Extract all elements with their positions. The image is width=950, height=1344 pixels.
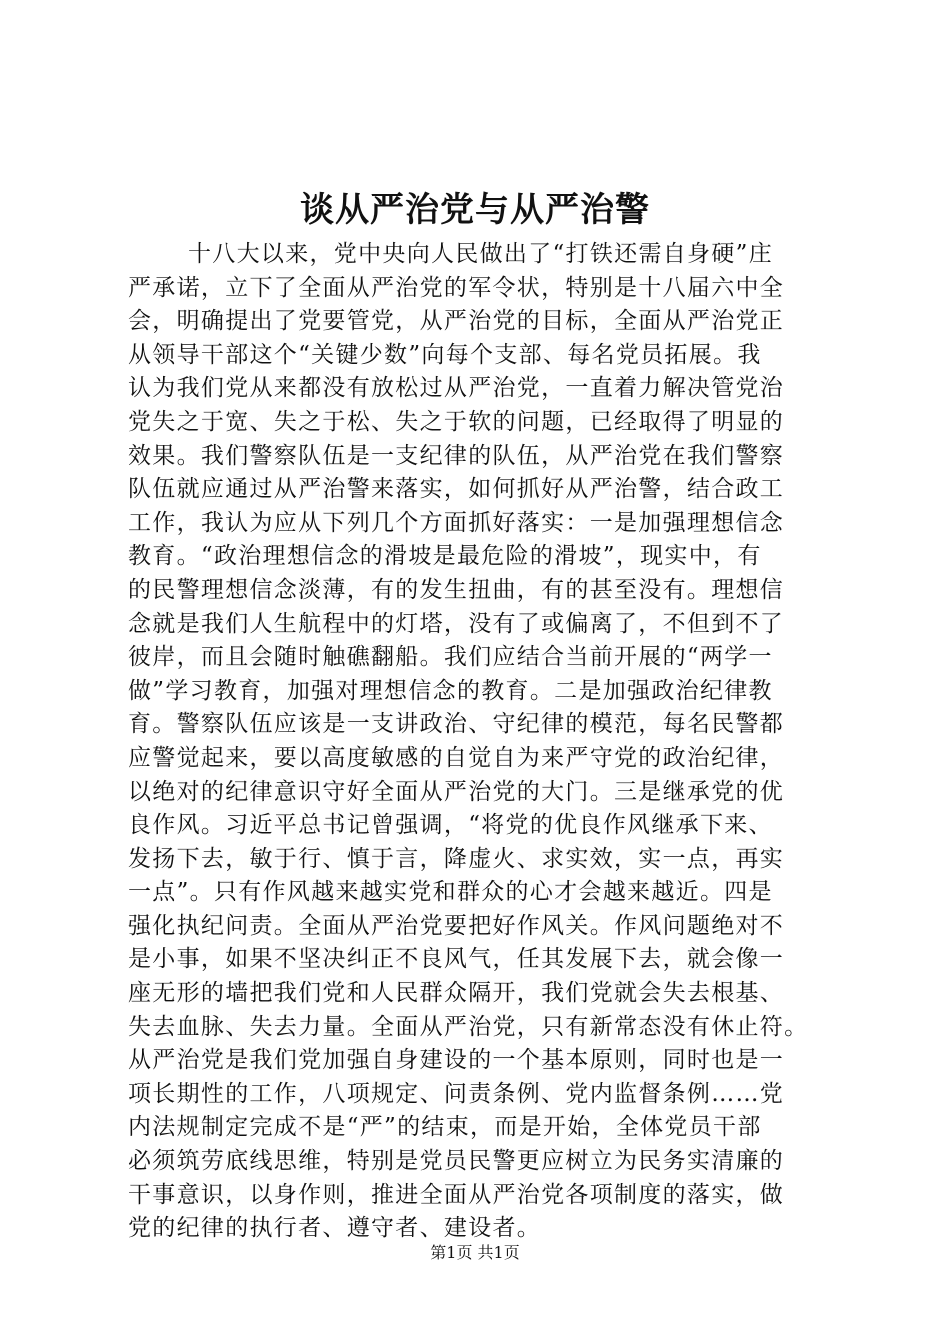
text-line: 严承诺，立下了全面从严治党的军令状，特别是十八届六中全 — [128, 274, 785, 301]
text-line: 党失之于宽、失之于松、失之于软的问题，已经取得了明显的 — [128, 408, 785, 435]
text-line: 队伍就应通过从严治警来落实，如何抓好从严治警，结合政工 — [128, 476, 785, 503]
text-line: 的民警理想信念淡薄，有的发生扭曲，有的甚至没有。理想信 — [128, 576, 785, 603]
text-line: 党的纪律的执行者、遵守者、建设者。 — [128, 1215, 542, 1242]
text-line: 必须筑劳底线思维，特别是党员民警更应树立为民务实清廉的 — [128, 1148, 785, 1175]
text-line: 做”学习教育，加强对理想信念的教育。二是加强政治纪律教 — [128, 677, 773, 704]
text-line: 发扬下去，敏于行、慎于言，降虚火、求实效，实一点，再实 — [128, 845, 785, 872]
text-line: 以绝对的纪律意识守好全面从严治党的大门。三是继承党的优 — [128, 778, 785, 805]
text-line: 从严治党是我们党加强自身建设的一个基本原则，同时也是一 — [128, 1047, 785, 1074]
text-line: 项长期性的工作，八项规定、问责条例、党内监督条例……党 — [128, 1080, 785, 1107]
text-line: 一点”。只有作风越来越实党和群众的心才会越来越近。四是 — [128, 879, 773, 906]
text-line: 应警觉起来，要以高度敏感的自觉自为来严守党的政治纪律， — [128, 744, 785, 771]
document-title: 谈从严治党与从严治警 — [300, 190, 650, 230]
text-line: 从领导干部这个“关键少数”向每个支部、每名党员拓展。我 — [128, 341, 762, 368]
page-footer: 第1页 共1页 — [430, 1243, 520, 1262]
text-line: 工作，我认为应从下列几个方面抓好落实：一是加强理想信念 — [128, 509, 785, 536]
text-line: 认为我们党从来都没有放松过从严治党，一直着力解决管党治 — [128, 375, 785, 402]
text-line: 教育。“政治理想信念的滑坡是最危险的滑坡”，现实中，有 — [128, 543, 762, 570]
text-line: 念就是我们人生航程中的灯塔，没有了或偏离了，不但到不了 — [128, 610, 785, 637]
text-line: 彼岸，而且会随时触礁翻船。我们应结合当前开展的“两学一 — [128, 644, 773, 671]
text-line: 失去血脉、失去力量。全面从严治党，只有新常态没有休止符。 — [128, 1013, 809, 1040]
text-line: 育。警察队伍应该是一支讲政治、守纪律的模范，每名民警都 — [128, 711, 785, 738]
text-line: 干事意识，以身作则，推进全面从严治党各项制度的落实，做 — [128, 1181, 785, 1208]
body-paragraph — [128, 238, 840, 1246]
text-line: 效果。我们警察队伍是一支纪律的队伍，从严治党在我们警察 — [128, 442, 785, 469]
text-line: 会，明确提出了党要管党，从严治党的目标，全面从严治党正 — [128, 308, 785, 335]
text-line: 十八大以来，党中央向人民做出了“打铁还需自身硬”庄 — [188, 241, 774, 267]
text-line: 座无形的墙把我们党和人民群众隔开，我们党就会失去根基、 — [128, 980, 785, 1007]
text-line: 强化执纪问责。全面从严治党要把好作风关。作风问题绝对不 — [128, 912, 785, 939]
text-line: 良作风。习近平总书记曾强调，“将党的优良作风继承下来、 — [128, 812, 773, 839]
text-line: 是小事，如果不坚决纠正不良风气，任其发展下去，就会像一 — [128, 946, 785, 973]
text-line: 内法规制定完成不是“严”的结束，而是开始，全体党员干部 — [128, 1114, 762, 1141]
